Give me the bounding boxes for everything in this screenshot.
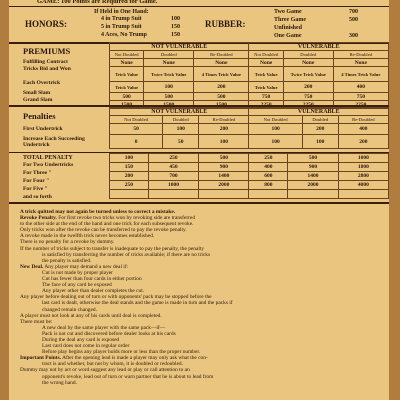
rules-line: During the deal any card is exposed (42, 336, 120, 343)
column-header: Not Doubled (249, 51, 283, 59)
rules-line-lead: Important Points. (20, 355, 62, 362)
table-cell: 750 (333, 93, 388, 101)
row-label: Each Overtrick (23, 80, 61, 86)
honors-if-held: If Held in One Hand: (94, 9, 149, 15)
table-row (110, 181, 389, 190)
rules-line: Important Points. After the opening lead is made a player may only ask what the con- (20, 355, 208, 362)
rules-line: Last card does not come in regular order (42, 343, 130, 350)
table-row (110, 82, 389, 93)
table-cell (199, 190, 249, 199)
table-cell: Trick Value (110, 67, 144, 82)
table-cell: 4 Times Trick Value (194, 67, 249, 82)
table-cell: None (110, 59, 144, 67)
rules-line: New Deal. Any player may demand a new deal if: (20, 263, 129, 270)
table-cell: 200 (283, 82, 333, 93)
premiums-title: PREMIUMS (23, 46, 71, 56)
rules-line: changed remain changed. (42, 306, 97, 313)
divider-top (9, 6, 389, 7)
table-cell: None (249, 59, 283, 67)
row-label: For Three " (23, 170, 52, 176)
rubber-row-label: One Game (274, 33, 302, 39)
table-cell: None (283, 59, 333, 67)
rules-line: Revoke Penalty. For first revoke two tricks won by revoking side are transferred (20, 215, 196, 222)
table-cell: 500 (288, 154, 338, 163)
premiums-table (109, 42, 389, 109)
header-not-vulnerable: NOT VULNERABLE (110, 43, 249, 51)
table-cell: 200 (194, 82, 249, 93)
column-header: Not Doubled (249, 116, 302, 124)
rubber-row-label: Two Game (274, 9, 302, 15)
rules-line: Before play begins any player holds more or less than the proper number. (42, 349, 201, 356)
rules-line: the penalty is satisfied. (42, 257, 92, 264)
rules-line-lead: New Deal. (20, 263, 44, 270)
table-cell (338, 190, 388, 199)
table-cell: 2000 (199, 181, 249, 190)
row-label: Tricks Bid and Won (23, 66, 71, 72)
row-label: Small Slam (23, 90, 51, 96)
table-cell: 1000 (148, 181, 198, 190)
rules-line: Cut has fewer than four cards in either portion (42, 276, 142, 283)
table-cell: 100 (249, 135, 302, 149)
header-vulnerable: VULNERABLE (249, 108, 389, 116)
honors-row-label: 5 in Trump Suit (101, 24, 142, 30)
column-header: Re-Doubled (338, 116, 388, 124)
rules-line: Only tricks won after the revoke can be transferred to pay the revoke penalty. (20, 227, 187, 234)
rules-line-lead: Revoke Penalty. (20, 215, 57, 222)
table-cell: 1400 (288, 172, 338, 181)
table-cell: 200 (110, 172, 149, 181)
penalties-title: Penalties (23, 111, 56, 121)
table-cell: 100 (199, 135, 249, 149)
table-cell: Twice Trick Value (283, 67, 333, 82)
table-cell (249, 190, 288, 199)
rubber-row-value: 300 (349, 33, 358, 39)
rules-line: Dummy may not by act or word suggest any lead or play or call attention to an (20, 367, 190, 374)
rules-line: Any player other than dealer completes the cut. (42, 288, 145, 295)
column-header: Doubled (302, 116, 338, 124)
table-row (110, 172, 389, 181)
honors-row-value: 100 (171, 16, 180, 22)
rules-line: the wrong hand. (42, 379, 77, 386)
rules-line: The face of any card be exposed (42, 282, 112, 289)
table-cell: Trick Value (110, 82, 144, 93)
rules-line: A trick quitted may not again be turned unless to correct a mistake. (20, 209, 176, 215)
honors-row-value: 150 (171, 32, 180, 38)
penalties-table (109, 107, 389, 149)
rubber-row-value: 500 (349, 17, 358, 23)
table-cell: 700 (148, 172, 198, 181)
table-cell: 500 (110, 93, 144, 101)
rules-line: to the other side at the end of the hand and one trick for each subsequent revoke. (20, 221, 194, 228)
rules-card-page (9, 0, 389, 400)
row-label: Increase Each Succeeding Undertrick (23, 136, 85, 148)
table-cell: 750 (283, 93, 333, 101)
table-cell: 100 (144, 82, 194, 93)
table-row (110, 93, 389, 101)
table-cell: 500 (144, 93, 194, 101)
table-cell: 4 Times Trick Value (333, 67, 388, 82)
column-header: Not Doubled (110, 51, 144, 59)
honors-row-label: 4 Aces, No Trump (101, 32, 147, 38)
table-cell (288, 190, 338, 199)
column-header: Doubled (283, 51, 333, 59)
divider-total (9, 202, 389, 204)
rules-line: Pack is not cut and discovered before dealer looks at his cards (42, 330, 176, 337)
table-cell: 100 (249, 124, 302, 135)
rules-line: A player must not look at any of his cards until deal is completed. (20, 312, 162, 319)
table-cell: 2000 (288, 181, 338, 190)
table-cell: 200 (199, 124, 249, 135)
table-cell: 750 (249, 93, 283, 101)
table-cell: 250 (110, 181, 149, 190)
table-cell: 50 (163, 135, 199, 149)
table-cell: 500 (194, 93, 249, 101)
rules-line: last card is dealt, otherwise the deal stands and the game is made in turn and the packs if (42, 300, 233, 307)
honors-row-value: 150 (171, 24, 180, 30)
table-cell: 1000 (338, 154, 388, 163)
table-cell: 0 (110, 135, 163, 149)
table-row (110, 124, 389, 135)
row-label: Fulfilling Contract (23, 59, 68, 65)
header-not-vulnerable: NOT VULNERABLE (110, 108, 249, 116)
table-cell: 1400 (199, 172, 249, 181)
table-row (110, 59, 389, 67)
table-cell: 400 (333, 82, 388, 93)
row-label: For Four " (23, 178, 50, 184)
table-row (110, 163, 389, 172)
table-row (110, 135, 389, 149)
header-vulnerable: VULNERABLE (249, 43, 389, 51)
table-cell: 100 (110, 154, 149, 163)
table-cell: 250 (249, 154, 288, 163)
row-label: and so forth (23, 194, 52, 200)
row-label: For Five " (23, 186, 48, 192)
table-cell: 400 (249, 163, 288, 172)
table-cell: None (194, 59, 249, 67)
rules-line: There must be: (20, 318, 53, 325)
table-cell: 400 (338, 124, 388, 135)
rules-line: Cut is not made by proper player (42, 269, 113, 276)
rubber-label: RUBBER: (205, 19, 246, 29)
rules-line: If the number of tricks subject to transfer is inadequate to pay the penalty, the penalty (20, 245, 205, 252)
table-cell: 200 (302, 124, 338, 135)
table-row (110, 67, 389, 82)
table-cell: Trick Value (249, 82, 283, 93)
column-header: Doubled (144, 51, 194, 59)
table-cell: 150 (110, 163, 149, 172)
table-cell: None (144, 59, 194, 67)
table-row (110, 154, 389, 163)
total-penalty-table (109, 153, 389, 199)
table-cell: Trick Value (249, 67, 283, 82)
rubber-row-value: 700 (349, 9, 358, 15)
table-cell: 100 (163, 124, 199, 135)
rules-line: A revoke made in the twelfth trick never becomes established. (20, 233, 155, 240)
column-header: Not Doubled (110, 116, 163, 124)
total-penalty-title: TOTAL PENALTY (23, 155, 73, 161)
table-cell: 450 (148, 163, 198, 172)
table-cell: 500 (199, 154, 249, 163)
column-header: Re-Doubled (333, 51, 388, 59)
table-cell: 600 (249, 172, 288, 181)
game-line: GAME: 100 Points are Required for Game. (37, 0, 158, 5)
table-cell: 900 (288, 163, 338, 172)
rubber-row-label: Three Game (274, 17, 307, 23)
column-header: Re-Doubled (194, 51, 249, 59)
row-label: First Undertrick (23, 126, 63, 132)
table-cell: None (333, 59, 388, 67)
table-cell: 2800 (338, 172, 388, 181)
column-header: Re-Doubled (199, 116, 249, 124)
table-cell (148, 190, 198, 199)
table-cell: 50 (110, 124, 163, 135)
honors-label: HONORS: (25, 19, 68, 29)
row-label: Grand Slam (23, 97, 53, 103)
rules-line: There is no penalty for a revoke by dummy. (20, 239, 115, 246)
rules-line: Any player before dealing out of turn or with opponents' pack may be stopped before the (20, 294, 212, 301)
rules-text (20, 209, 380, 386)
table-row (110, 190, 389, 199)
rules-line: A new deal by the same player with the same pack—if— (42, 324, 166, 331)
table-cell: 200 (338, 135, 388, 149)
table-cell: 4000 (338, 181, 388, 190)
rules-line: tract is and whether, but not by whom, it is doubled or redoubled. (42, 361, 183, 368)
rubber-row-label: Unfinished (274, 25, 303, 31)
table-cell: 900 (199, 163, 249, 172)
rules-line: is satisfied by transferring the number of tricks available; if there are no tricks (42, 251, 211, 258)
table-cell: Twice Trick Value (144, 67, 194, 82)
table-cell: 800 (249, 181, 288, 190)
row-label: For Two Undertricks (23, 162, 74, 168)
table-cell: 250 (148, 154, 198, 163)
rules-line: opponent's revoke, lead out of turn or warn partner that he is about to lead from (42, 373, 214, 380)
table-cell (110, 190, 149, 199)
honors-row-label: 4 in Trump Suit (101, 16, 142, 22)
table-cell: 1800 (338, 163, 388, 172)
table-cell: 100 (302, 135, 338, 149)
column-header: Doubled (163, 116, 199, 124)
